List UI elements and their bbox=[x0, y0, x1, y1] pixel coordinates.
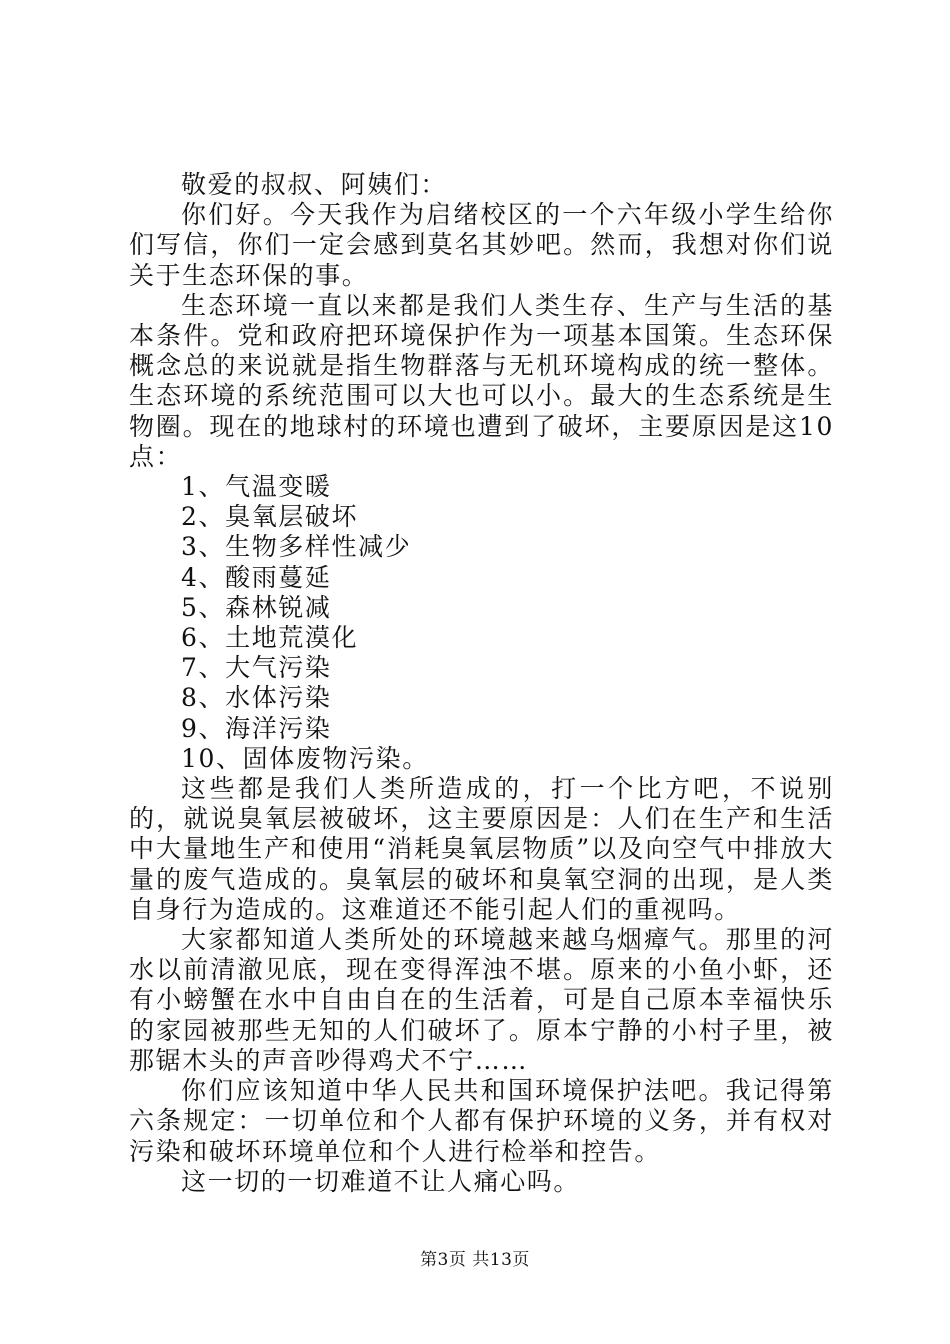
list-item: 9、海洋污染 bbox=[181, 713, 332, 743]
page-number: 第3页 共13页 bbox=[420, 1250, 530, 1270]
list-item: 7、大气污染 bbox=[181, 653, 332, 683]
list-item: 10、固体废物污染。 bbox=[181, 743, 429, 773]
letter-body bbox=[129, 170, 834, 1197]
list-item: 8、水体污染 bbox=[181, 683, 332, 713]
paragraph-river: 大家都知道人类所处的环境越来越乌烟瘴气。那里的河水以前清澈见底，现在变得浑浊不堪。原来的小鱼小虾，还有小螃蟹在水中自由自在的生活着，可是自己原本幸福快乐的家园被那些无知的人们破坏了。原本宁静的小村子里，被那锯木头的声音吵得鸡犬不宁…… bbox=[129, 925, 834, 1075]
paragraph-law: 你们应该知道中华人民共和国环境保护法吧。我记得第六条规定：一切单位和个人都有保护环境的义务，并有权对污染和破坏环境单位和个人进行检举和控告。 bbox=[129, 1076, 834, 1166]
causes-list bbox=[129, 472, 834, 774]
paragraph-closing: 这一切的一切难道不让人痛心吗。 bbox=[181, 1166, 581, 1196]
paragraph-ecology-intro: 生态环境一直以来都是我们人类生存、生产与生活的基本条件。党和政府把环境保护作为一项基本国策。生态环保概念总的来说就是指生物群落与无机环境构成的统一整体。生态环境的系统范围可以大也可以小。最大的生态系统是生物圈。现在的地球村的环境也遭到了破坏，主要原因是这10点： bbox=[129, 290, 834, 471]
list-item: 5、森林锐减 bbox=[181, 592, 332, 622]
paragraph-greeting: 你们好。今天我作为启绪校区的一个六年级小学生给你们写信，你们一定会感到莫名其妙吧。然而，我想对你们说关于生态环保的事。 bbox=[129, 200, 834, 290]
list-item: 3、生物多样性减少 bbox=[181, 532, 412, 562]
list-item: 4、酸雨蔓延 bbox=[181, 562, 332, 592]
paragraph-ozone: 这些都是我们人类所造成的，打一个比方吧，不说别的，就说臭氧层被破坏，这主要原因是：人们在生产和生活中大量地生产和使用“消耗臭氧层物质”以及向空气中排放大量的废气造成的。臭氧层的破坏和臭氧空洞的出现，是人类自身行为造成的。这难道还不能引起人们的重视吗。 bbox=[129, 774, 834, 924]
list-item: 6、土地荒漠化 bbox=[181, 623, 359, 653]
list-item: 2、臭氧层破坏 bbox=[181, 502, 359, 532]
list-item: 1、气温变暖 bbox=[181, 472, 332, 502]
salutation: 敬爱的叔叔、阿姨们： bbox=[181, 170, 448, 199]
